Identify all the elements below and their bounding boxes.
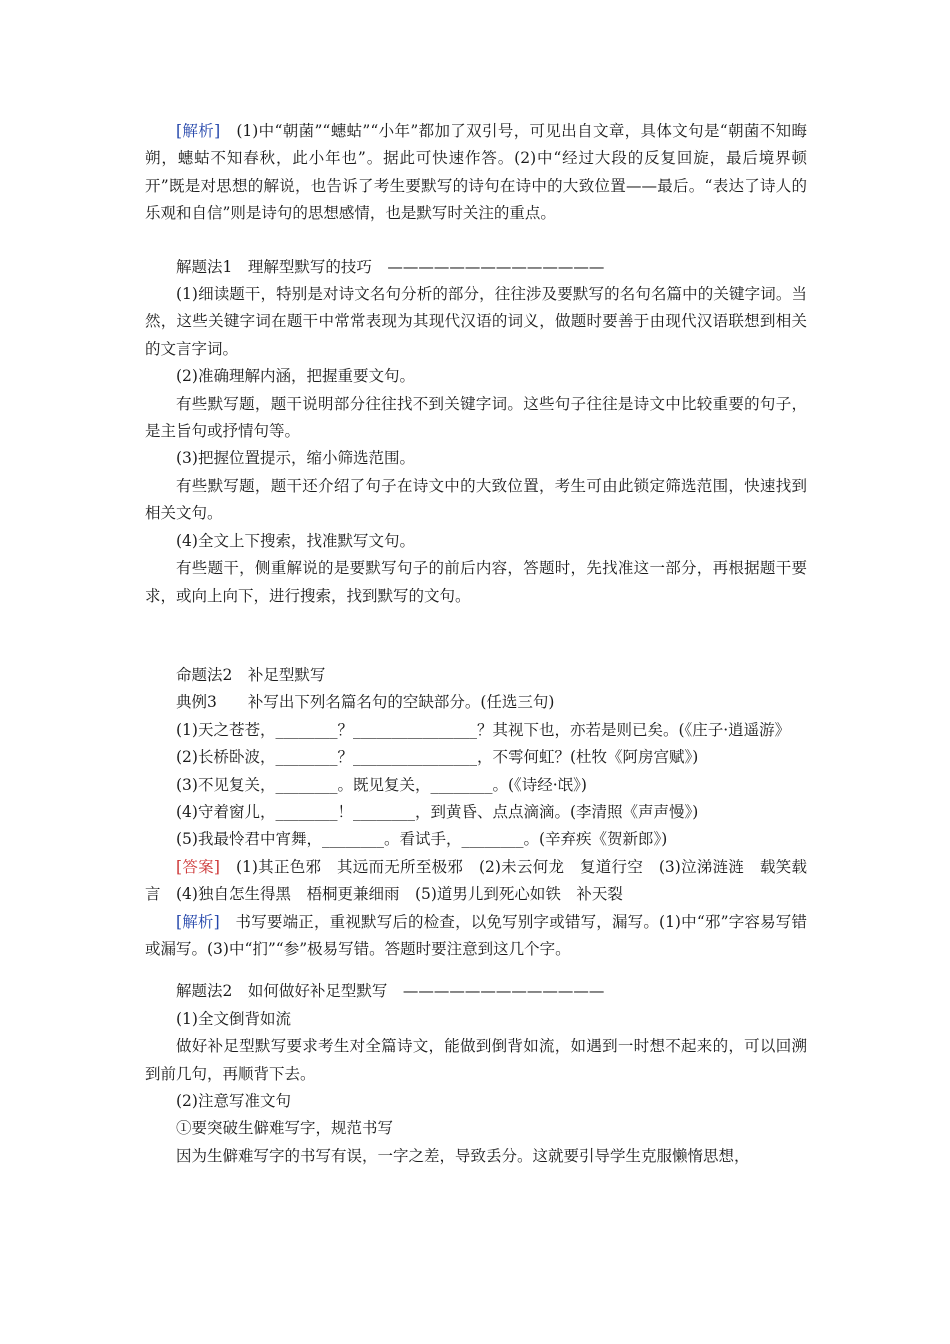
proposition-2-heading: 命题法2 补足型默写 (176, 665, 326, 684)
analysis-tag: [解析] (176, 122, 221, 140)
method-1-line: (3)把握位置提示，缩小筛选范围。 (176, 449, 415, 468)
example-3-title: 典例3 补写出下列名篇名句的空缺部分。(任选三句) (176, 693, 555, 712)
analysis-tag: [解析] (176, 912, 220, 931)
method-1-line: (1)细读题干，特别是对诗文名句分析的部分，往往涉及要默写的名句名篇中的关键字词。当然，这些关键字词在题干中常常表现为其现代汉语的词义，做题时要善于由现代汉语联想到相关的文言字词。 (145, 285, 807, 358)
fill-item: (3)不见复关，________。既见复关，________。(《诗经·氓》) (176, 775, 587, 794)
fill-item: (1)天之苍苍，________？________________？其视下也，亦若是则已矣。(《庄子·逍遥游》 (176, 720, 791, 739)
fill-item: (4)守着窗儿，________！________，到黄昏、点点滴滴。(李清照《声声慢》) (176, 802, 699, 821)
document-page (145, 118, 807, 1170)
answer-text: (1)其正色邪 其远而无所至极邪 (2)未云何龙 复道行空 (3)泣涕涟涟 载笑载言 (4)独自怎生得黑 梧桐更兼细雨 (5)道男儿到死心如铁 补天裂 (145, 857, 807, 904)
fill-item: (5)我最怜君中宵舞，________。看试手，________。(辛弃疾《贺新郎》) (176, 830, 668, 849)
method-1-heading: 解题法1 理解型默写的技巧 —————————————— (176, 257, 605, 276)
method-2-line: ①要突破生僻难写字，规范书写 (176, 1119, 394, 1138)
answer-paragraph (145, 854, 807, 909)
answer-tag: [答案] (176, 857, 220, 876)
method-1-line: (4)全文上下搜索，找准默写文句。 (176, 531, 415, 550)
analysis-paragraph-2 (145, 909, 807, 964)
method-1-line: 有些默写题，题干还介绍了句子在诗文中的大致位置，考生可由此锁定筛选范围，快速找到相关文句。 (145, 476, 807, 523)
method-2-heading: 解题法2 如何做好补足型默写 ————————————— (176, 982, 605, 1001)
method-2-line: (1)全文倒背如流 (176, 1009, 291, 1028)
analysis-text: 书写要端正，重视默写后的检查，以免写别字或错写，漏写。(1)中“邪”字容易写错或漏写。(3)中“扪”“参”极易写错。答题时要注意到这几个字。 (145, 912, 807, 958)
analysis-text: (1)中“朝菌”“蟪蛄”“小年”都加了双引号，可见出自文章，具体文句是“朝菌不知晦朔，蟪蛄不知春秋，此小年也”。据此可快速作答。(2)中“经过大段的反复回旋，最后境界顿开”既是对思想的解说，也告诉了考生要默写的诗句在诗中的大致位置——最后。“表达了诗人的乐观和自信”则是诗句的思想感情，也是默写时关注的重点。 (145, 122, 807, 223)
method-2-line: (2)注意写准文句 (176, 1092, 291, 1110)
fill-item: (2)长桥卧波，________？________________，不雩何虹？(杜牧《阿房宫赋》) (176, 748, 699, 767)
method-1-line: 有些默写题，题干说明部分往往找不到关键字词。这些句子往往是诗文中比较重要的句子，是主旨句或抒情句等。 (145, 394, 807, 441)
method-1-line: 有些题干，侧重解说的是要默写句子的前后内容，答题时，先找准这一部分，再根据题干要求，或向上向下，进行搜索，找到默写的文句。 (145, 559, 807, 605)
analysis-paragraph-1 (145, 118, 807, 228)
method-2-line: 因为生僻难写字的书写有误，一字之差，导致丢分。这就要引导学生克服懒惰思想， (176, 1146, 750, 1165)
method-2-line: 做好补足型默写要求考生对全篇诗文，能做到倒背如流，如遇到一时想不起来的，可以回溯到前几句，再顺背下去。 (145, 1037, 807, 1083)
method-1-line: (2)准确理解内涵，把握重要文句。 (176, 367, 415, 386)
